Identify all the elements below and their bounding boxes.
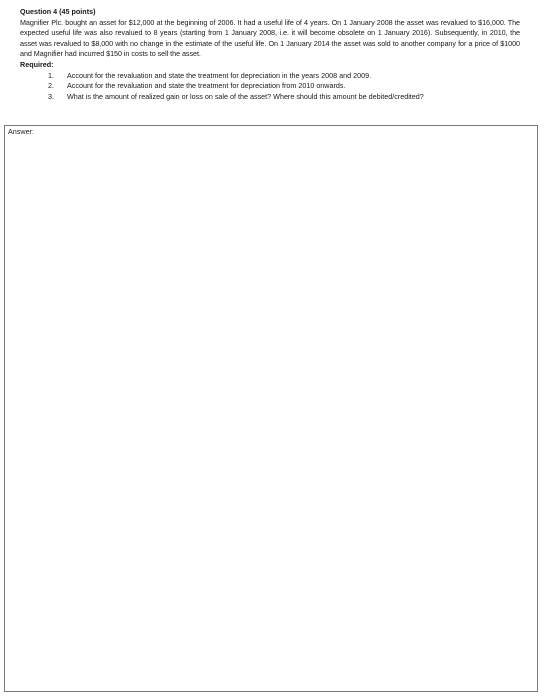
required-item-text: Account for the revaluation and state the treatment for depreciation from 2010 onwards. [67, 81, 346, 91]
required-list [20, 71, 520, 103]
required-item-number: 2. [48, 81, 54, 91]
required-item-1 [20, 71, 520, 82]
answer-label: Answer: [8, 127, 34, 136]
required-item-2 [20, 81, 520, 92]
required-item-text: What is the amount of realized gain or loss on sale of the asset? Where should this amount be debited/credited? [67, 91, 424, 101]
question-title: Question 4 (45 points) [20, 7, 96, 16]
required-label: Required: [20, 59, 54, 69]
question-block [20, 7, 520, 102]
required-item-3 [20, 92, 520, 103]
required-item-number: 1. [48, 70, 54, 80]
answer-box[interactable] [4, 125, 538, 692]
required-item-number: 3. [48, 91, 54, 101]
question-body: Magnifier Plc. bought an asset for $12,000 at the beginning of 2006. It had a useful life of 4 years. On 1 January 2008 the asset was revalued to $16,000. The expected useful life was also revalued to 8 years (starting from 1 January 2008, i.e. it will become obsolete on 1 January 2016). Subsequently, in 2010, the asset was revalued to $8,000 with no change in the estimate of the useful life. On 1 January 2014 the asset was sold to another company for a price of $1000 and Magnifier had incurred $150 in costs to sell the asset. [20, 17, 520, 59]
required-item-text: Account for the revaluation and state the treatment for depreciation in the years 2008 and 2009. [67, 70, 372, 80]
